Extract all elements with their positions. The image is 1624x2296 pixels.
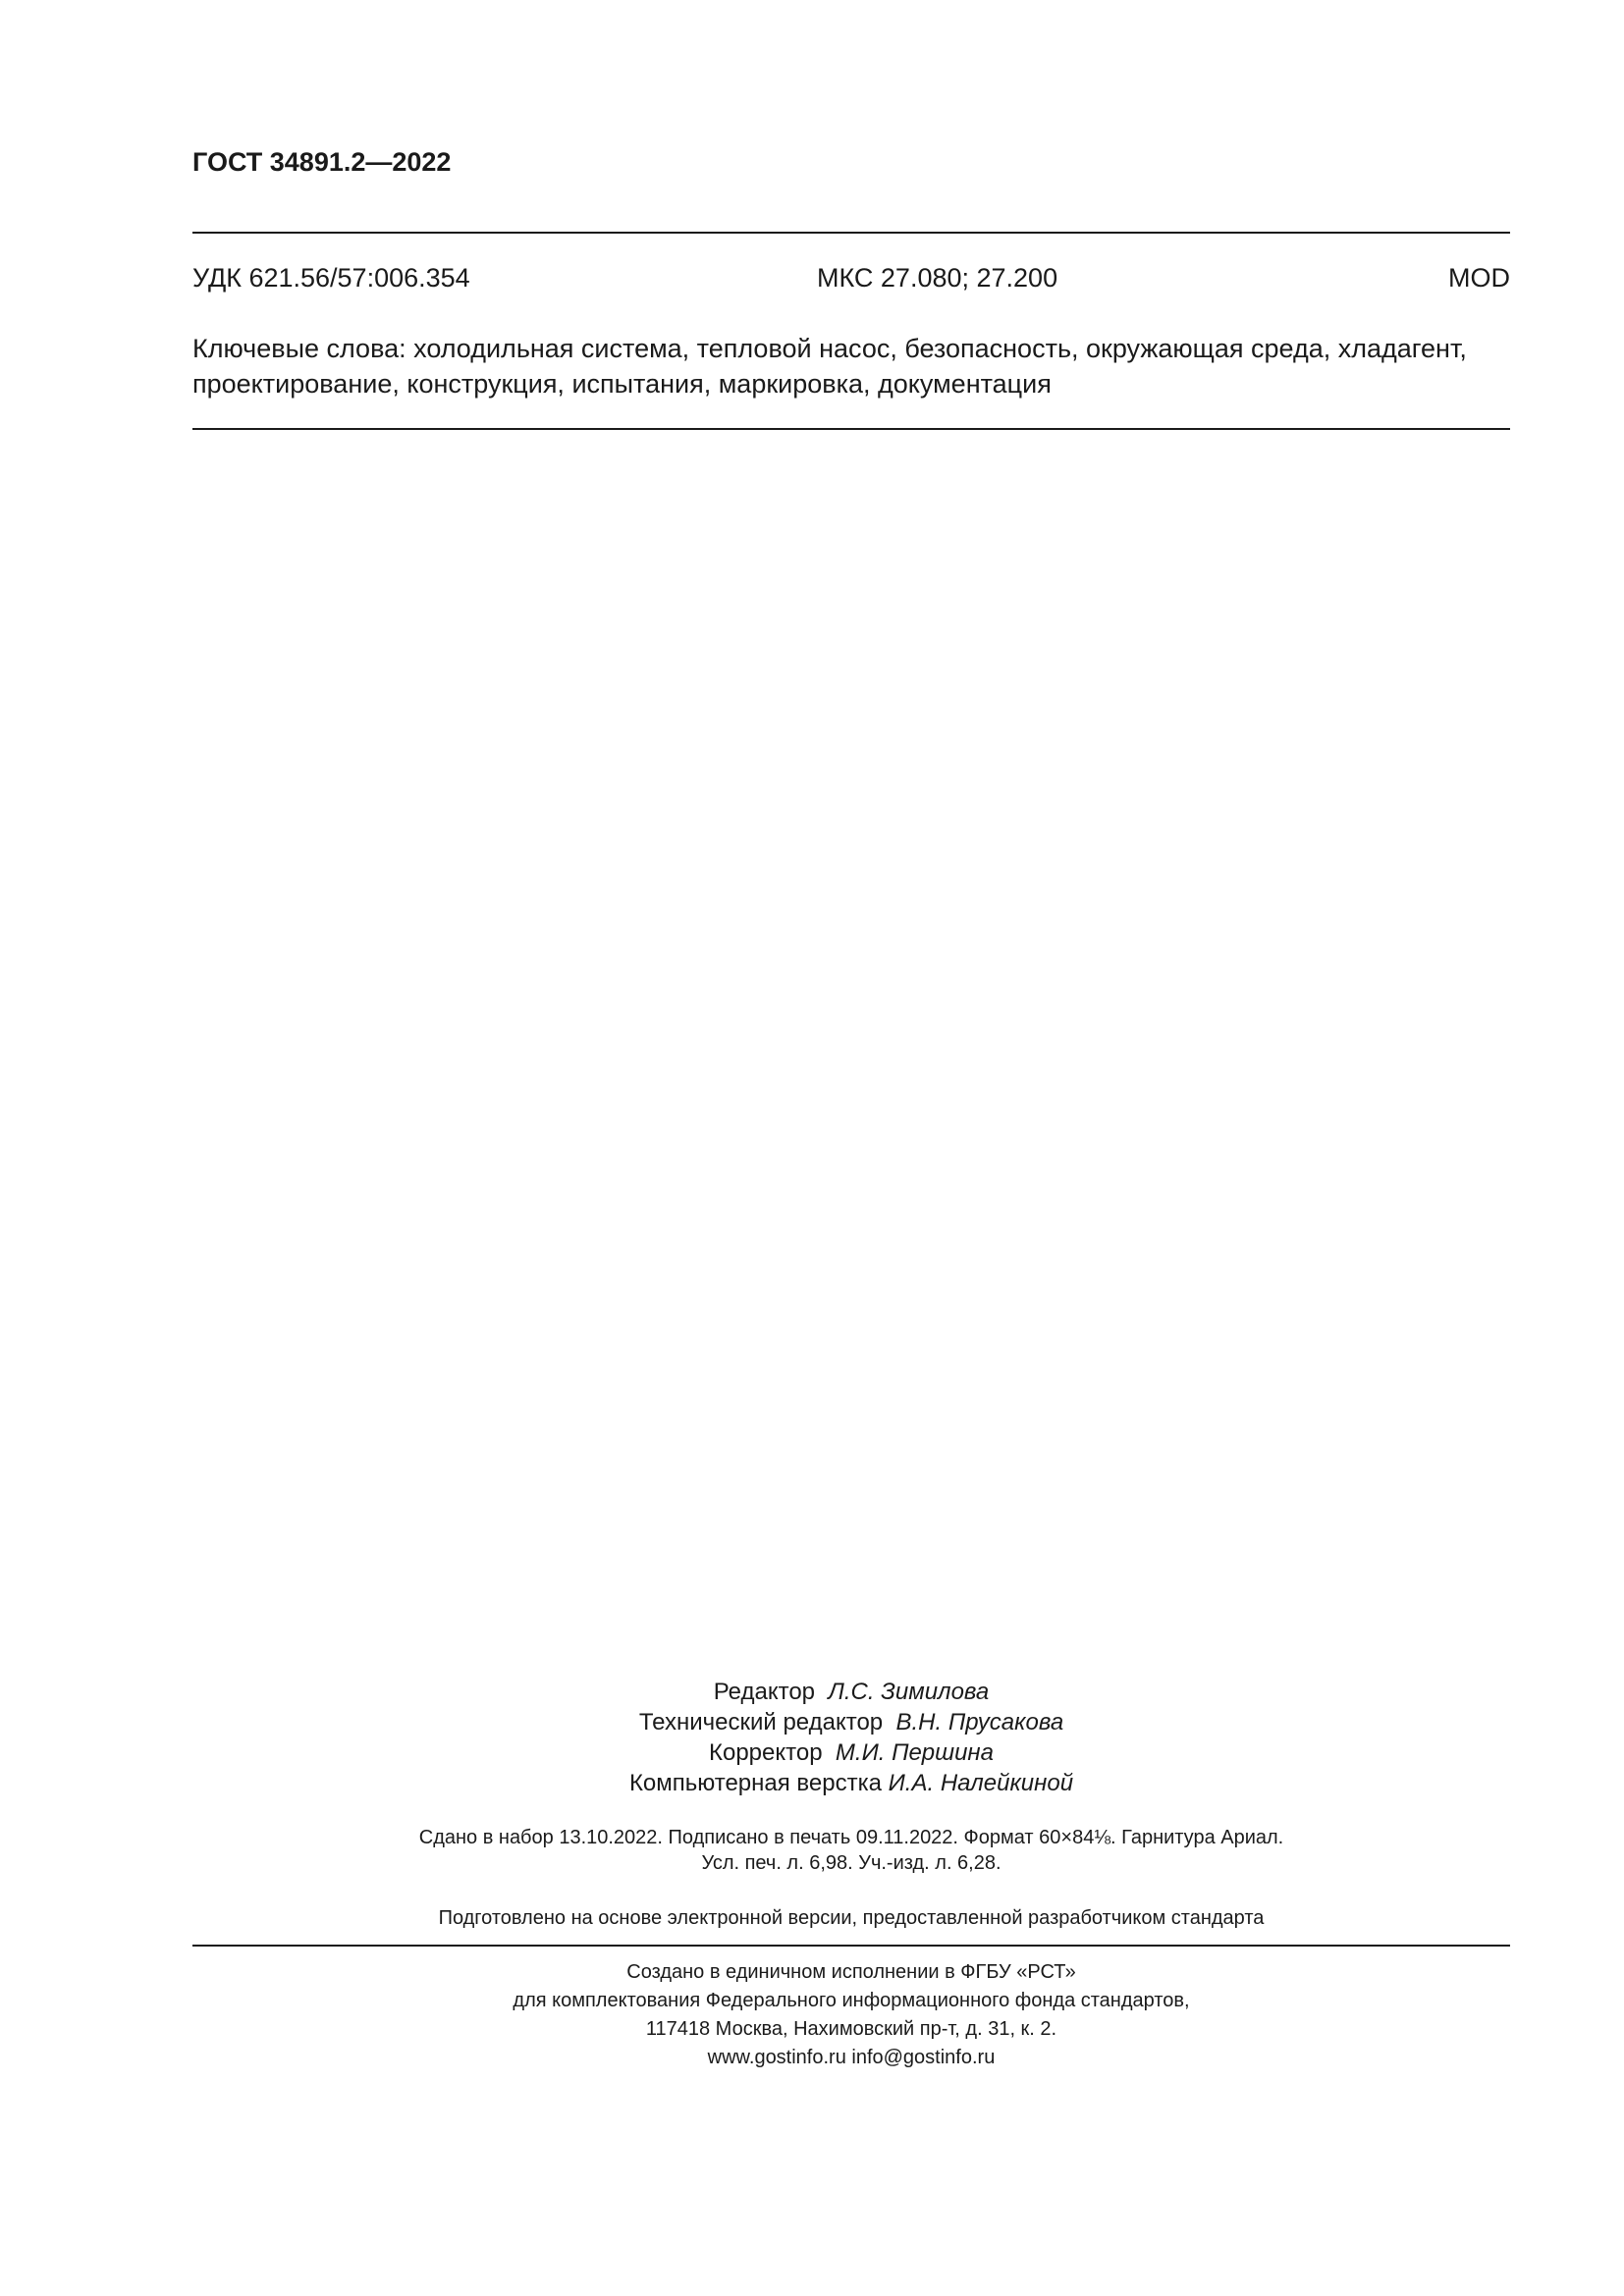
mks-code: МКС 27.080; 27.200 bbox=[817, 263, 1058, 293]
credit-role: Технический редактор bbox=[638, 1709, 884, 1735]
keywords: Ключевые слова: холодильная система, тепловой насос, безопасность, окружающая среда, хладагент, проектирование, конструкция, испытания, маркировка, документация bbox=[192, 334, 1467, 399]
keywords-divider bbox=[192, 428, 1510, 430]
credit-layout bbox=[192, 1768, 1510, 1798]
credit-proofreader bbox=[192, 1737, 1510, 1768]
classification-row bbox=[192, 263, 1510, 298]
credit-name: И.А. Налейкиной bbox=[888, 1770, 1074, 1796]
publisher-line-4: www.gostinfo.ru info@gostinfo.ru bbox=[707, 2047, 996, 2068]
print-info-line-1: Сдано в набор 13.10.2022. Подписано в печать 09.11.2022. Формат 60×84⅛. Гарнитура Ариал. bbox=[418, 1827, 1284, 1848]
publisher-block bbox=[192, 1958, 1510, 2072]
udk-code: УДК 621.56/57:006.354 bbox=[192, 263, 470, 293]
publisher-line-3: 117418 Москва, Нахимовский пр-т, д. 31, к. 2. bbox=[645, 2018, 1057, 2040]
document-id: ГОСТ 34891.2—2022 bbox=[192, 147, 452, 177]
credit-role: Корректор bbox=[709, 1739, 823, 1766]
top-divider bbox=[192, 232, 1510, 234]
print-info bbox=[192, 1825, 1510, 1876]
credit-name: М.И. Першина bbox=[835, 1739, 994, 1766]
publisher-line-2: для комплектования Федерального информационного фонда стандартов, bbox=[513, 1990, 1190, 2011]
publisher-line-1: Создано в единичном исполнении в ФГБУ «РСТ» bbox=[626, 1961, 1076, 1983]
footer-divider bbox=[192, 1945, 1510, 1947]
credit-role: Редактор bbox=[713, 1679, 816, 1705]
prepared-note: Подготовлено на основе электронной версии, предоставленной разработчиком стандарта bbox=[438, 1907, 1265, 1929]
credit-editor bbox=[192, 1677, 1510, 1707]
credit-role: Компьютерная верстка bbox=[628, 1770, 882, 1796]
credits-block bbox=[192, 1677, 1510, 1798]
credit-name: Л.С. Зимилова bbox=[828, 1679, 990, 1705]
modification-mark: MOD bbox=[1448, 263, 1510, 293]
credit-name: В.Н. Прусакова bbox=[895, 1709, 1064, 1735]
credit-technical-editor bbox=[192, 1707, 1510, 1737]
print-info-line-2: Усл. печ. л. 6,98. Уч.-изд. л. 6,28. bbox=[701, 1852, 1001, 1874]
